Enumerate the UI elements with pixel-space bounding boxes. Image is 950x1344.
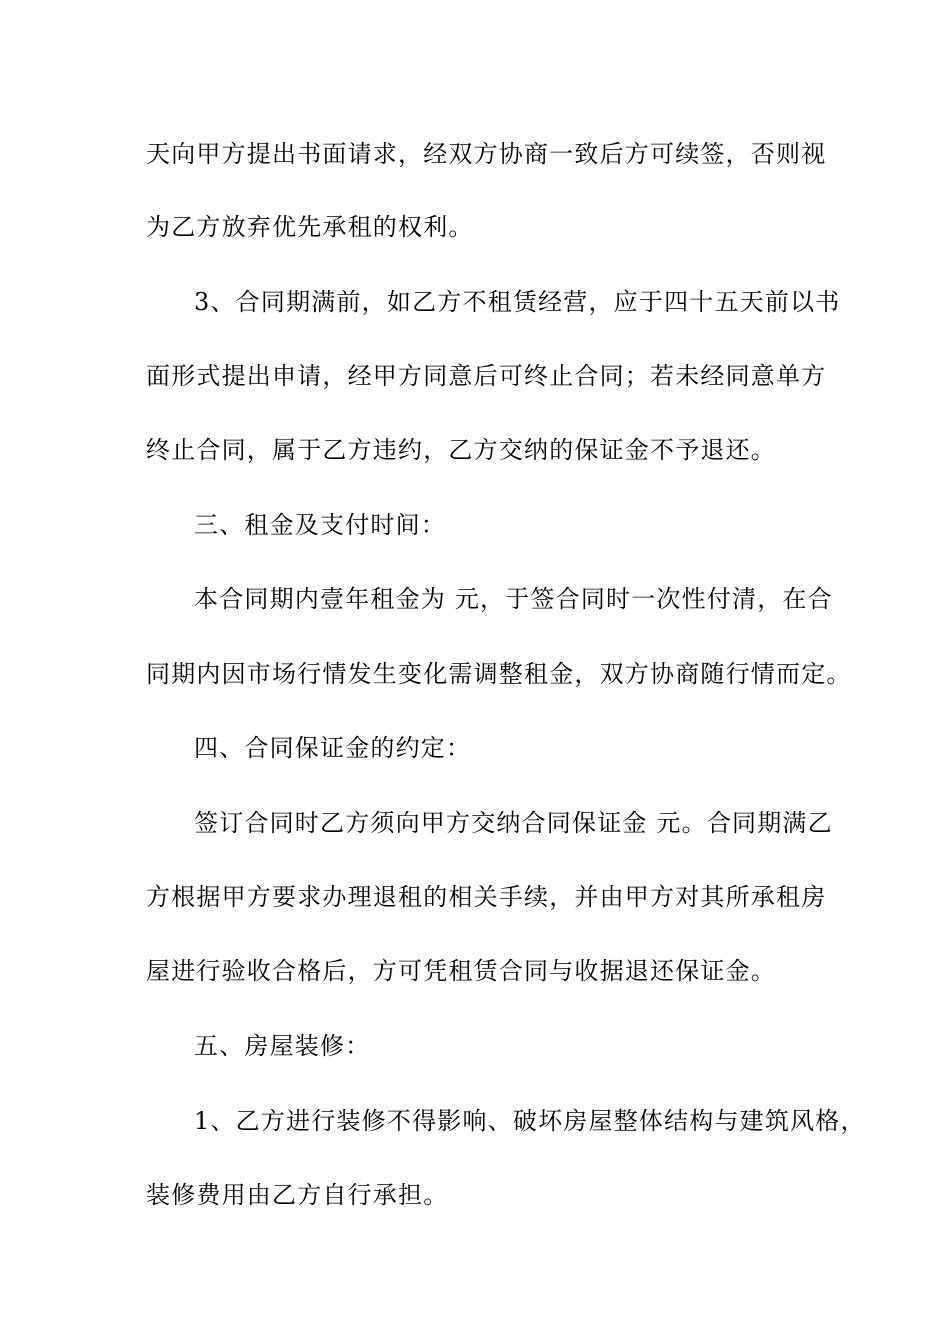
paragraph-line: 天向甲方提出书面请求，经双方协商一致后方可续签，否则视 [146, 140, 827, 168]
paragraph-line: 为乙方放弃优先承租的权利。 [146, 213, 474, 241]
paragraph-line: 屋进行验收合格后，方可凭租赁合同与收据退还保证金。 [146, 957, 776, 985]
paragraph-line: 3、合同期满前，如乙方不租赁经营，应于四十五天前以书 [194, 288, 841, 316]
section-heading: 五、房屋装修： [194, 1032, 371, 1060]
section-heading: 三、租金及支付时间： [194, 511, 446, 539]
paragraph-line: 签订合同时乙方须向甲方交纳合同保证金 元。合同期满乙 [194, 809, 833, 837]
paragraph-line: 本合同期内壹年租金为 元，于签合同时一次性付清，在合 [194, 585, 833, 613]
section-heading: 四、合同保证金的约定： [194, 734, 472, 762]
paragraph-line: 装修费用由乙方自行承担。 [146, 1181, 449, 1209]
paragraph-line: 方根据甲方要求办理退租的相关手续，并由甲方对其所承租房 [146, 883, 827, 911]
paragraph-line: 同期内因市场行情发生变化需调整租金，双方协商随行情而定。 [146, 660, 852, 688]
paragraph-line: 终止合同，属于乙方违约，乙方交纳的保证金不予退还。 [146, 436, 776, 464]
paragraph-line: 1、乙方进行装修不得影响、破坏房屋整体结构与建筑风格， [194, 1107, 866, 1135]
paragraph-line: 面形式提出申请，经甲方同意后可终止合同；若未经同意单方 [146, 362, 827, 390]
